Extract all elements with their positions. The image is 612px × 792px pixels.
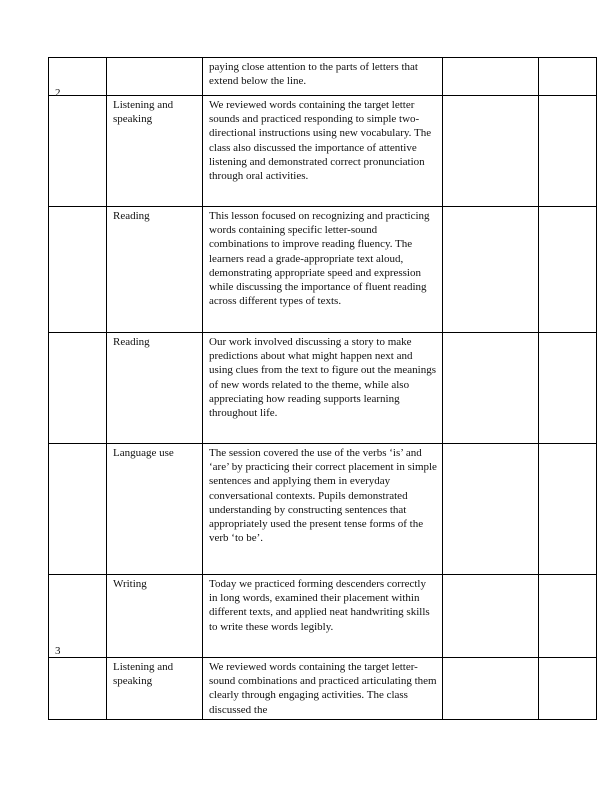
strand-cell: Reading xyxy=(107,333,203,444)
table-row xyxy=(49,207,597,333)
description-cell: Our work involved discussing a story to make predictions about what might happen next and using clues from the text to figure out the meanings of new words related to the theme, while also appreciating how reading supports learning throughout life. xyxy=(203,333,443,444)
blank-cell-5 xyxy=(539,444,597,575)
blank-cell-5 xyxy=(539,575,597,658)
blank-cell-5 xyxy=(539,58,597,96)
blank-cell-5 xyxy=(539,333,597,444)
lesson-record-table xyxy=(48,57,597,720)
strand-cell: Language use xyxy=(107,444,203,575)
week-cell xyxy=(49,444,107,575)
table-row xyxy=(49,444,597,575)
strand-cell: Listening and speaking xyxy=(107,96,203,207)
description-cell: Today we practiced forming descenders correctly in long words, examined their placement within different texts, and applied neat handwriting skills to write these words legibly. xyxy=(203,575,443,658)
table-row xyxy=(49,58,597,96)
strand-cell: Writing xyxy=(107,575,203,658)
strand-cell: Listening and speaking xyxy=(107,658,203,720)
table-row xyxy=(49,658,597,720)
blank-cell-5 xyxy=(539,207,597,333)
strand-cell: Reading xyxy=(107,207,203,333)
week-number: 2 xyxy=(55,87,61,99)
table-row xyxy=(49,333,597,444)
week-cell xyxy=(49,333,107,444)
description-cell: paying close attention to the parts of letters that extend below the line. xyxy=(203,58,443,96)
table-row xyxy=(49,96,597,207)
week-cell xyxy=(49,645,107,720)
description-cell: We reviewed words containing the target letter sounds and practiced responding to simple two-directional instructions using new vocabulary. The class also discussed the importance of attentive listening and demonstrated correct pronunciation through oral activities. xyxy=(203,96,443,207)
description-cell: We reviewed words containing the target letter-sound combinations and practiced articulating them clearly through engaging activities. The class discussed the xyxy=(203,658,443,720)
blank-cell-4 xyxy=(443,575,539,658)
blank-cell-4 xyxy=(443,207,539,333)
blank-cell-4 xyxy=(443,658,539,720)
blank-cell-4 xyxy=(443,444,539,575)
week-number: 3 xyxy=(55,645,61,657)
week-cell xyxy=(49,87,107,207)
blank-cell-4 xyxy=(443,96,539,207)
description-cell: The session covered the use of the verbs ‘is’ and ‘are’ by practicing their correct placement in simple sentences and applying them in everyday conversational contexts. Pupils demonstrated understanding by constructing sentences that appropriately used the present tense forms of the verb ‘to be’. xyxy=(203,444,443,575)
blank-cell-4 xyxy=(443,333,539,444)
blank-cell-5 xyxy=(539,96,597,207)
strand-cell xyxy=(107,58,203,96)
table-row xyxy=(49,575,597,658)
blank-cell-5 xyxy=(539,658,597,720)
blank-cell-4 xyxy=(443,58,539,96)
week-cell xyxy=(49,207,107,333)
description-cell: This lesson focused on recognizing and practicing words containing specific letter-sound combinations to improve reading fluency. The learners read a grade-appropriate text aloud, demonstrating appropriate speed and expression while discussing the importance of fluent reading across different types of texts. xyxy=(203,207,443,333)
